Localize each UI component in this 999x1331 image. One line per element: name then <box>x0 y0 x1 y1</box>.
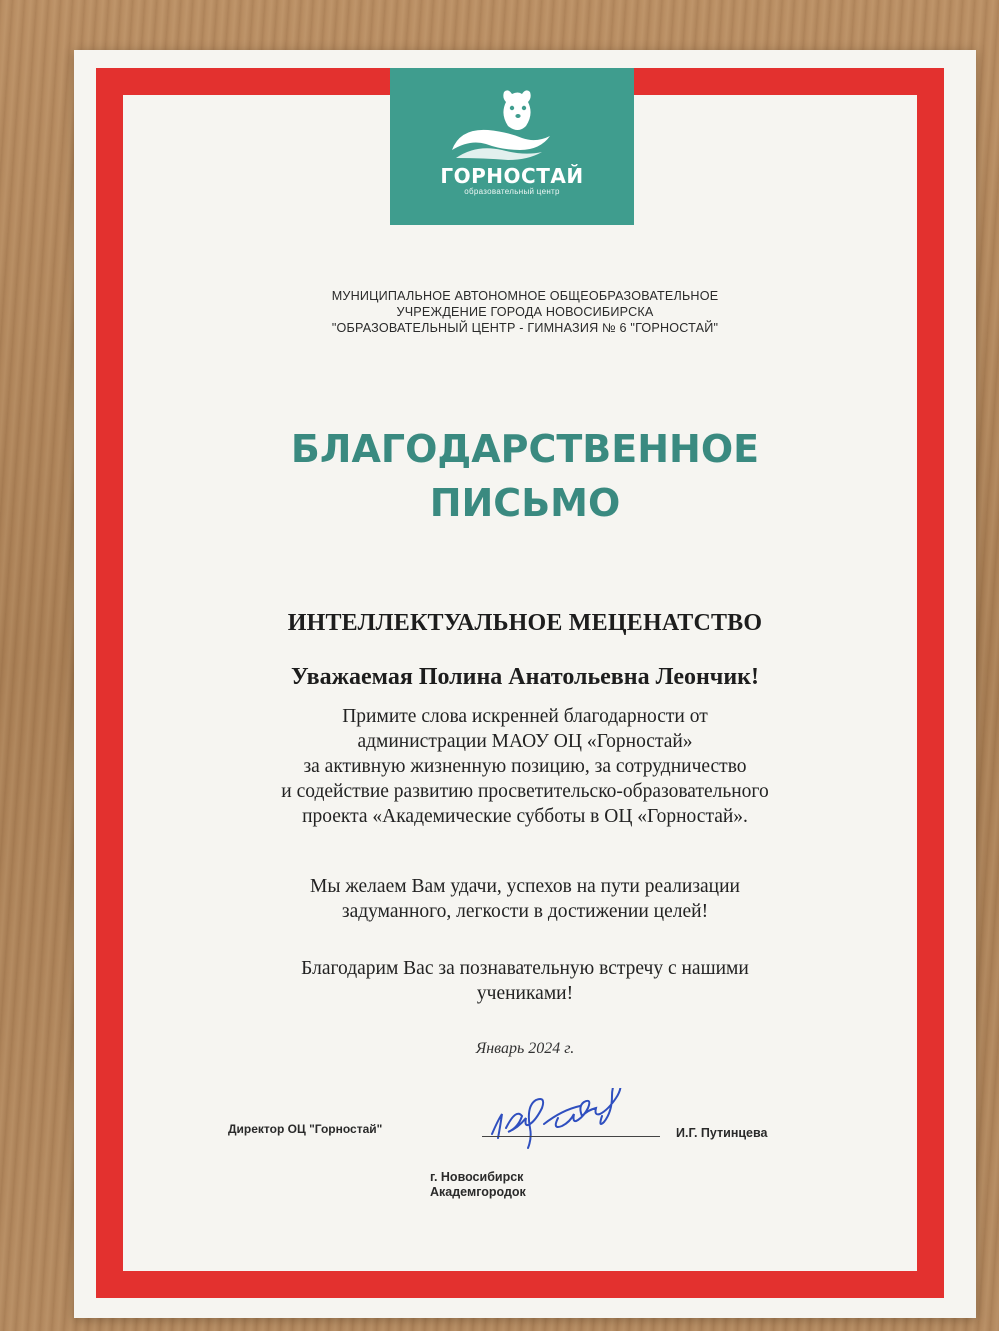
body-line: проекта «Академические субботы в ОЦ «Горностай». <box>302 806 748 827</box>
certificate-sheet <box>74 50 976 1318</box>
director-position: Директор ОЦ "Горностай" <box>228 1122 383 1136</box>
issue-date: Январь 2024 г. <box>475 1040 575 1057</box>
body-line: задуманного, легкости в достижении целей! <box>341 901 709 922</box>
body-line: за активную жизненную позицию, за сотрудничество <box>303 756 747 777</box>
gornostay-logo <box>390 68 634 225</box>
logo-subtitle: образовательный центр <box>464 187 560 196</box>
logo-name: ГОРНОСТАЙ <box>440 164 584 188</box>
body-line: учениками! <box>476 983 574 1004</box>
body-line: Мы желаем Вам удачи, успехов на пути реализации <box>310 876 740 897</box>
body-paragraph-2 <box>74 874 976 924</box>
body-paragraph-3 <box>74 956 976 1006</box>
body-line: и содействие развитию просветительско-образовательного <box>281 781 769 802</box>
document-title <box>74 422 976 530</box>
signature-line <box>482 1136 660 1137</box>
organization-name <box>74 288 976 336</box>
organization-line: УЧРЕЖДЕНИЕ ГОРОДА НОВОСИБИРСКА <box>396 305 654 319</box>
organization-line: МУНИЦИПАЛЬНОЕ АВТОНОМНОЕ ОБЩЕОБРАЗОВАТЕЛЬНОЕ <box>331 289 719 303</box>
city-location <box>430 1170 526 1200</box>
body-line: Благодарим Вас за познавательную встречу с нашими <box>301 958 749 979</box>
director-name: И.Г. Путинцева <box>676 1126 768 1140</box>
organization-line: "ОБРАЗОВАТЕЛЬНЫЙ ЦЕНТР - ГИМНАЗИЯ № 6 "ГОРНОСТАЙ" <box>331 321 719 335</box>
title-line-2: ПИСЬМО <box>429 481 621 525</box>
ermine-logo-icon <box>442 88 582 162</box>
document-subtitle: ИНТЕЛЛЕКТУАЛЬНОЕ МЕЦЕНАТСТВО <box>287 610 763 636</box>
handwritten-signature <box>484 1088 674 1160</box>
body-paragraph-1 <box>74 704 976 829</box>
title-line-1: БЛАГОДАРСТВЕННОЕ <box>290 427 760 471</box>
city-line: г. Новосибирск <box>430 1170 524 1184</box>
greeting: Уважаемая Полина Анатольевна Леончик! <box>291 664 759 690</box>
body-line: Примите слова искренней благодарности от <box>342 706 708 727</box>
city-line: Академгородок <box>430 1185 526 1199</box>
body-line: администрации МАОУ ОЦ «Горностай» <box>357 731 693 752</box>
